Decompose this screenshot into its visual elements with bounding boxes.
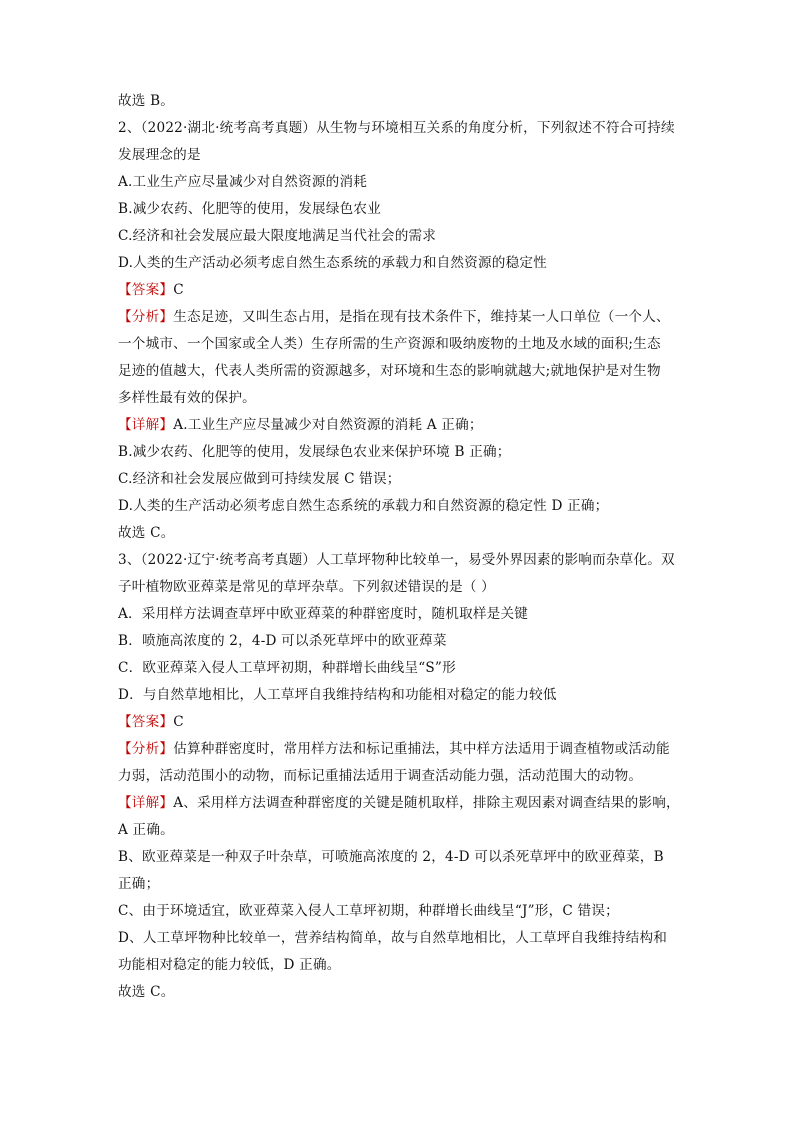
text-line [118, 196, 698, 223]
section-tag: 【答案】 [118, 282, 174, 298]
line-text: 多样性最有效的保护。 [118, 390, 256, 406]
line-text: D．与自然草地相比，人工草坪自我维持结构和功能相对稳定的能力较低 [118, 687, 557, 703]
text-line [118, 520, 698, 547]
section-tag: 【分析】 [118, 741, 174, 757]
text-line [118, 574, 698, 601]
text-line [118, 223, 698, 250]
line-text: 子叶植物欧亚蔊菜是常见的草坪杂草。下列叙述错误的是（ ） [118, 579, 495, 595]
line-text: A．采用样方法调查草坪中欧亚蔊菜的种群密度时，随机取样是关键 [118, 606, 529, 622]
line-text: 力弱，活动范围小的动物，而标记重捕法适用于调查活动能力强，活动范围大的动物。 [118, 768, 643, 784]
line-text: 故选 C。 [118, 984, 175, 1000]
line-text: B.减少农药、化肥等的使用，发展绿色农业 [118, 201, 381, 217]
line-text: D.人类的生产活动必须考虑自然生态系统的承载力和自然资源的稳定性 [118, 255, 547, 271]
line-text: C [173, 714, 184, 730]
text-line [118, 898, 698, 925]
document-page [118, 88, 698, 1006]
text-line [118, 142, 698, 169]
line-text: 故选 C。 [118, 525, 175, 541]
line-text: C．欧亚蔊菜入侵人工草坪初期，种群增长曲线呈“S”形 [118, 660, 456, 676]
text-line [118, 790, 698, 817]
line-text: A、采用样方法调查种群密度的关键是随机取样，排除主观因素对调查结果的影响， [173, 795, 680, 811]
section-tag: 【分析】 [118, 309, 174, 325]
line-text: C、由于环境适宜，欧亚蔊菜入侵人工草坪初期，种群增长曲线呈“J”形，C 错误； [118, 903, 619, 919]
text-line [118, 655, 698, 682]
line-text: B．喷施高浓度的 2，4-D 可以杀死草坪中的欧亚蔊菜 [118, 633, 447, 649]
line-text: 功能相对稳定的能力较低，D 正确。 [118, 957, 341, 973]
line-text: C.经济和社会发展应做到可持续发展 C 错误； [118, 471, 401, 487]
line-text: 估算种群密度时，常用样方法和标记重捕法，其中样方法适用于调查植物或活动能 [173, 741, 670, 757]
text-line [118, 817, 698, 844]
text-line [118, 115, 698, 142]
text-line [118, 331, 698, 358]
text-line [118, 358, 698, 385]
line-text: 一个城市、一个国家或全人类）生存所需的生产资源和吸纳废物的土地及水域的面积;生态 [118, 336, 661, 352]
text-line [118, 682, 698, 709]
text-line [118, 871, 698, 898]
line-text: A.工业生产应尽量减少对自然资源的消耗 A 正确； [173, 417, 483, 433]
line-text: C.经济和社会发展应最大限度地满足当代社会的需求 [118, 228, 437, 244]
line-text: C [173, 282, 184, 298]
line-text: 2、（2022·湖北·统考高考真题）从生物与环境相互关系的角度分析，下列叙述不符合可持续 [118, 120, 675, 136]
text-line [118, 412, 698, 439]
text-line [118, 250, 698, 277]
section-tag: 【答案】 [118, 714, 174, 730]
text-line [118, 439, 698, 466]
line-text: A 正确。 [118, 822, 174, 838]
text-line [118, 736, 698, 763]
line-text: D、人工草坪物种比较单一，营养结构简单，故与自然草地相比，人工草坪自我维持结构和 [118, 930, 668, 946]
text-line [118, 628, 698, 655]
text-line [118, 547, 698, 574]
text-line [118, 709, 698, 736]
line-text: 足迹的值越大，代表人类所需的资源越多，对环境和生态的影响就越大;就地保护是对生物 [118, 363, 661, 379]
text-line [118, 493, 698, 520]
text-line [118, 763, 698, 790]
line-text: B.减少农药、化肥等的使用，发展绿色农业来保护环境 B 正确； [118, 444, 511, 460]
text-line [118, 304, 698, 331]
line-text: 正确； [118, 876, 160, 892]
section-tag: 【详解】 [118, 795, 174, 811]
text-line [118, 277, 698, 304]
text-line [118, 925, 698, 952]
line-text: A.工业生产应尽量减少对自然资源的消耗 [118, 174, 368, 190]
text-line [118, 385, 698, 412]
line-text: 生态足迹，又叫生态占用，是指在现有技术条件下，维持某一人口单位（一个人、 [173, 309, 670, 325]
line-text: 故选 B。 [118, 93, 175, 109]
text-line [118, 844, 698, 871]
line-text: B、欧亚蔊菜是一种双子叶杂草，可喷施高浓度的 2，4-D 可以杀死草坪中的欧亚蔊菜，B [118, 849, 664, 865]
section-tag: 【详解】 [118, 417, 174, 433]
text-line [118, 952, 698, 979]
text-line [118, 88, 698, 115]
text-line [118, 601, 698, 628]
text-line [118, 169, 698, 196]
text-line [118, 979, 698, 1006]
line-text: 3、（2022·辽宁·统考高考真题）人工草坪物种比较单一，易受外界因素的影响而杂草化。双 [118, 552, 675, 568]
text-line [118, 466, 698, 493]
line-text: D.人类的生产活动必须考虑自然生态系统的承载力和自然资源的稳定性 D 正确； [118, 498, 609, 514]
line-text: 发展理念的是 [118, 147, 201, 163]
